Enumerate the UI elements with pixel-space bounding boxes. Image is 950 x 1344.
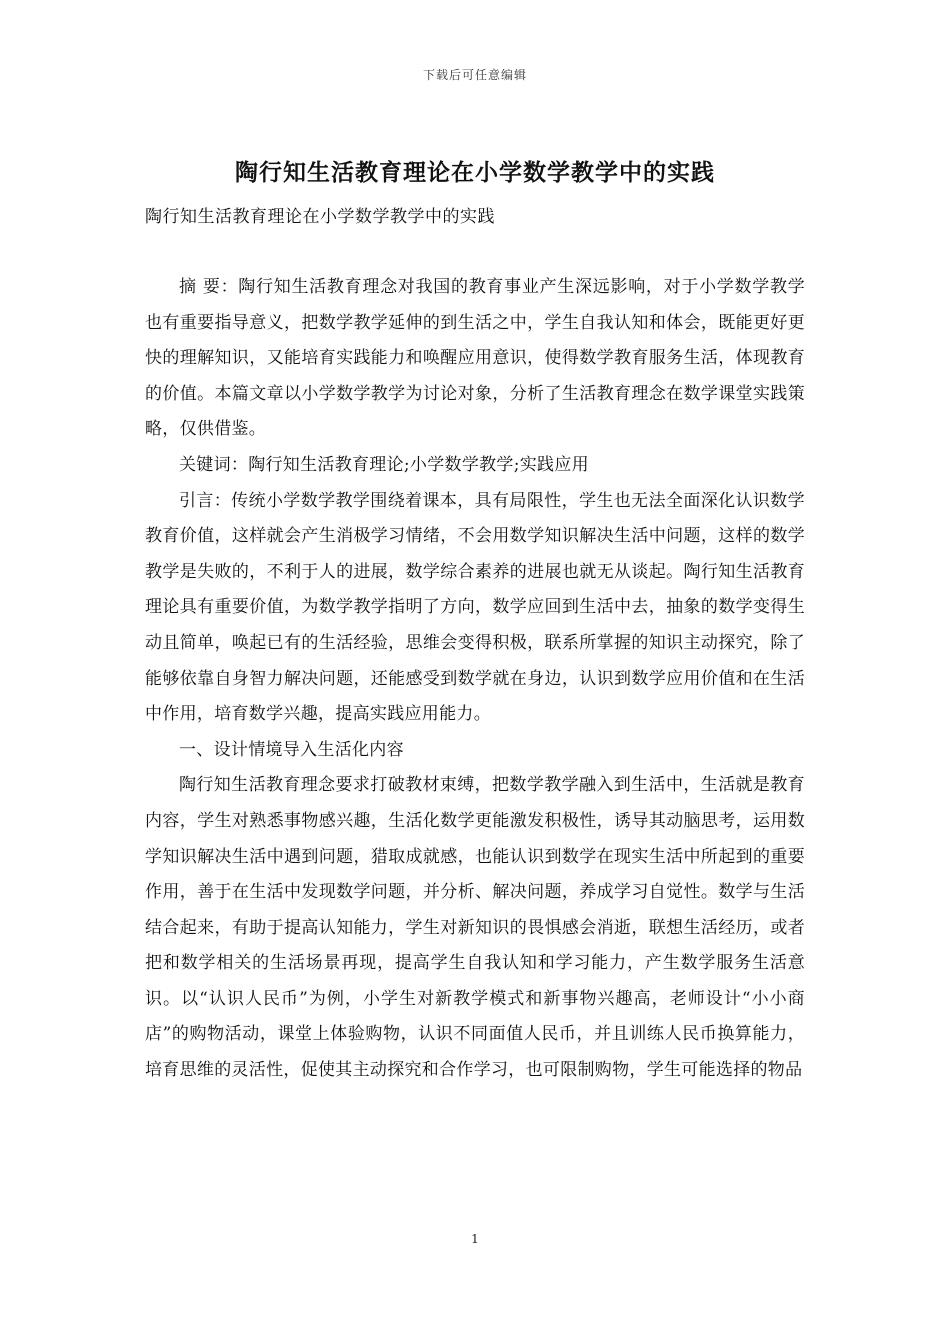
page-number: 1 [471,1232,479,1246]
introduction-paragraph: 引言：传统小学数学教学围绕着课本，具有局限性，学生也无法全面深化认识数学教育价值，这样就会产生消极学习情绪，不会用数学知识解决生活中问题，这样的数学教学是失败的，不利于人的进展，数学综合素养的进展也就无从谈起。陶行知生活教育理论具有重要价值，为数学教学指明了方向，数学应回到生活中去，抽象的数学变得生动且简单，唤起已有的生活经验，思维会变得积极，联系所掌握的知识主动探究，除了能够依靠自身智力解决问题，还能感受到数学就在身边，认识到数学应用价值和在生活中作用，培育数学兴趣，提高实践应用能力。 [145,490,805,725]
body-paragraph: 陶行知生活教育理念要求打破教材束缚，把数学教学融入到生活中，生活就是教育内容，学生对熟悉事物感兴趣，生活化数学更能激发积极性，诱导其动脑思考，运用数学知识解决生活中遇到问题，猎取成就感，也能认识到数学在现实生活中所起到的重要作用，善于在生活中发现数学问题，并分析、解决问题，养成学习自觉性。数学与生活结合起来，有助于提高认知能力，学生对新知识的畏惧感会消逝，联想生活经历，或者把和数学相关的生活场景再现，提高学生自我认知和学习能力，产生数学服务生活意识。以“认识人民币”为例，小学生对新教学模式和新事物兴趣高，老师设计“小小商店”的购物活动，课堂上体验购物，认识不同面值人民币，并且训练人民币换算能力，培育思维的灵活性，促使其主动探究和合作学习，也可限制购物，学生可能选择的物品 [145,775,805,1081]
abstract-paragraph: 摘 要：陶行知生活教育理念对我国的教育事业产生深远影响，对于小学数学教学也有重要指导意义，把数学教学延伸的到生活之中，学生自我认知和体会，既能更好更快的理解知识，又能培育实践能力和唤醒应用意识，使得数学教育服务生活，体现教育的价值。本篇文章以小学数学教学为讨论对象，分析了生活教育理念在数学课堂实践策略，仅供借鉴。 [145,277,805,440]
section-heading: 一、设计情境导入生活化内容 [179,739,404,760]
document-title: 陶行知生活教育理论在小学数学教学中的实践 [235,159,715,186]
keywords-paragraph: 关键词：陶行知生活教育理论;小学数学教学;实践应用 [179,454,589,475]
header-note: 下载后可任意编辑 [422,68,527,82]
document-subtitle: 陶行知生活教育理论在小学数学教学中的实践 [145,207,495,227]
document-body [145,270,805,1089]
